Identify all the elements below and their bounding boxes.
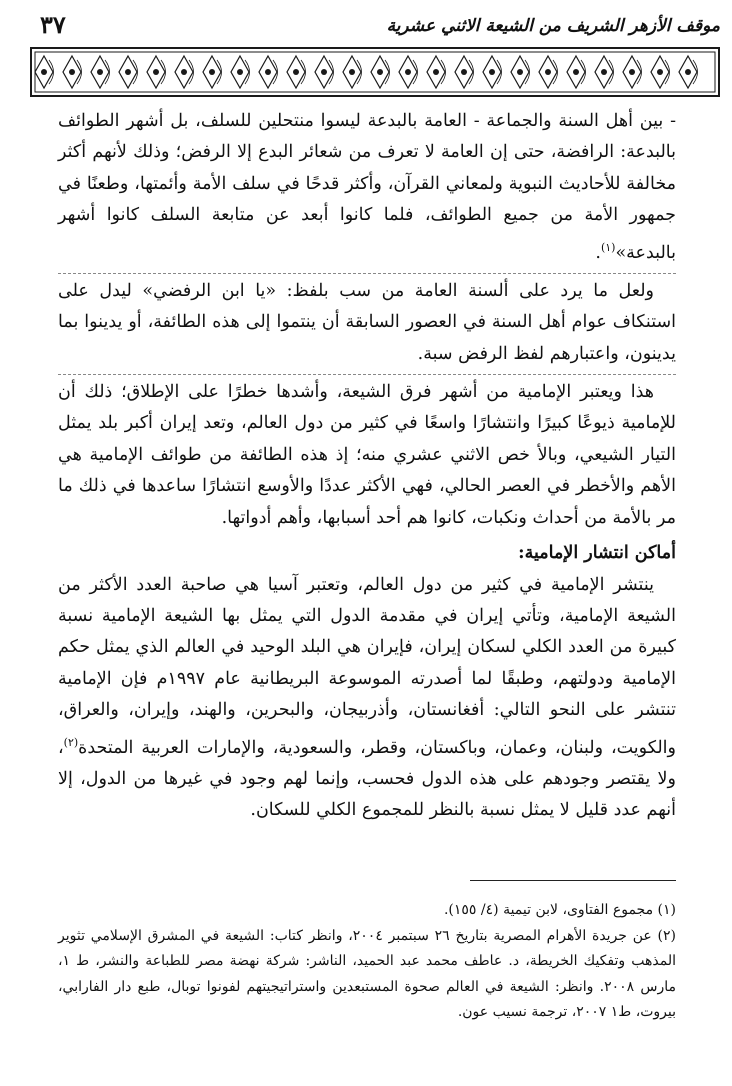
paragraph-1: - بين أهل السنة والجماعة - العامة بالبدعة ليسوا منتحلين للسلف، بل أشهر الطوائف بالبدعة: الرافضة، حتى إن العامة لا تعرف من شعائر البدع إلا الرفض؛ وذلك لأنهم أكثر مخالفة للأحاديث النبوية ولمعاني القرآن، وأكثر قدحًا في سلف الأمة وأئمتها، وطعنًا في جمهور الأمة من جميع الطوائف، فلما كانوا أبعد عن متابعة السلف كانوا أشهر بالبدعة»$^{(١)}$. (58, 111, 676, 263)
page-number: ٣٧ (40, 10, 66, 39)
main-text (58, 106, 676, 827)
footnote-separator (470, 880, 676, 881)
footnotes (58, 898, 676, 1026)
footnote-ref-1: (١) (600, 240, 616, 254)
page-header (30, 6, 720, 98)
footnote-2: (٢) عن جريدة الأهرام المصرية بتاريخ ٢٦ سبتمبر ٢٠٠٤، وانظر كتاب: الشيعة في المشرق الإسلامي تثوير المذهب وتفكيك الخريطة، د. عاطف محمد عبد الحميد، الناشر: شركة نهضة مصر للطباعة والنشر، ط ١، مارس ٢٠٠٨. وانظر: الشيعة في العالم صحوة المستبعدين واستراتيجيتهم لفونوا توبال، طبع دار الفارابي، بيروت، ط١ ٢٠٠٧، ترجمة نسيب عون. (58, 927, 676, 1020)
paragraph-4: ينتشر الإمامية في كثير من دول العالم، وتعتبر آسيا هي صاحبة العدد الأكثر من الشيعة الإمامية، وتأتي إيران في مقدمة الدول التي يمثل بها الشيعة الإمامية نسبة كبيرة من العدد الكلي لسكان إيران، فإيران هي البلد الوحيد في العالم الذي يمثل حكم الإمامية ودولتهم، وطبقًا لما أصدرته الموسوعة البريطانية عام ١٩٩٧م فإن الإمامية تنتشر على النحو التالي: أفغانستان، وأذربيجان، والبحرين، والهند، وإيران، والعراق، والكويت، ولبنان، وعمان، وباكستان، وقطر، والسعودية، والإمارات العربية المتحدة$^{(٢)}$، ولا يقتصر وجودهم على هذه الدول فحسب، وإنما لهم وجود في غيرها من الدول، إلا أنهم عدد قليل لا يمثل نسبة بالنظر للمجموع الكلي للسكان. (58, 574, 676, 821)
paragraph-3: هذا ويعتبر الإمامية من أشهر فرق الشيعة، وأشدها خطرًا على الإطلاق؛ ذلك أن للإمامية ذيوعًا كبيرًا وانتشارًا واسعًا في كثير من دول العالم، وتعد إيران أكبر بلد يمثل التيار الشيعي، وبالأ خص الاثني عشري منه؛ إذ هذه الطائفة من طوائف الإمامية هي الأهم والأخطر في العصر الحالي، فهي الأكثر عددًا والأوسع انتشارًا ساعدها في ذلك ما مر بالأمة من أحداث ونكبات، كانوا هم أحد أسبابها، وأهم أدواتها. (58, 374, 676, 534)
running-title: موقف الأزهر الشريف من الشيعة الاثني عشرية (386, 16, 720, 36)
section-heading: أماكن انتشار الإمامية: (518, 543, 676, 564)
decorative-floral-border-icon (30, 46, 720, 98)
footnote-1: (١) مجموع الفتاوى، لابن تيمية (٤/ ١٥٥). (443, 902, 676, 918)
footnote-ref-2: (٢) (63, 735, 79, 749)
paragraph-2: ولعل ما يرد على ألسنة العامة من سب بلفظ: «يا ابن الرفضي» ليدل على استنكاف عوام أهل السنة في العصور السابقة أن ينتموا إلى هذه الطائفة، أو يدينوا بما يدينون، واعتبارهم لفظ الرفض سبة. (58, 273, 676, 370)
